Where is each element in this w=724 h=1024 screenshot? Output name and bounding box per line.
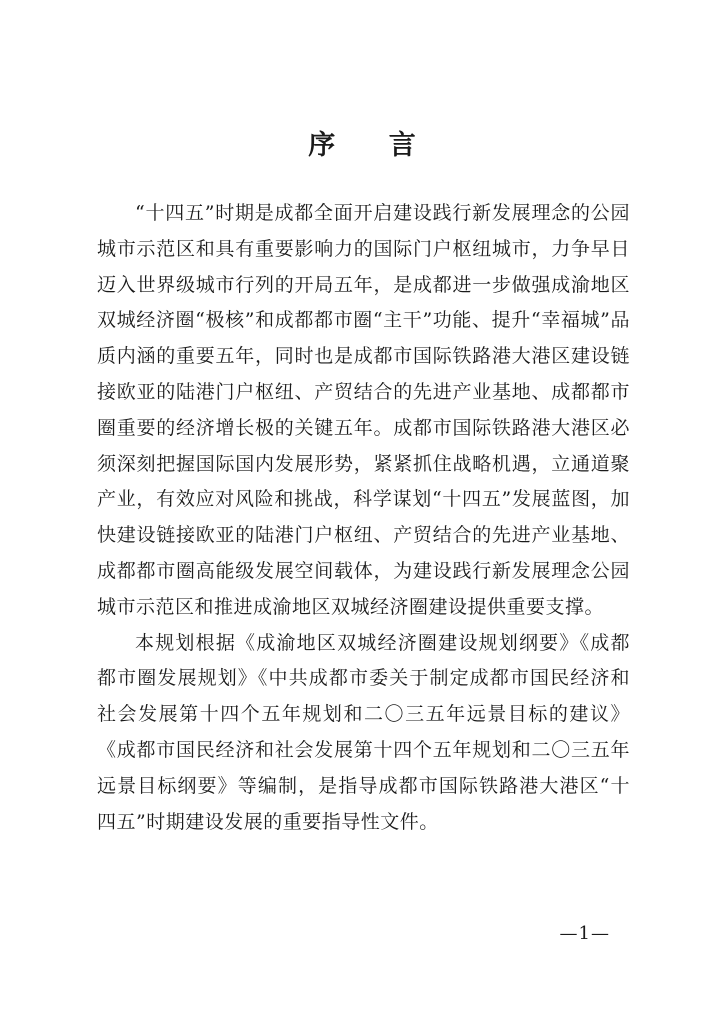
paragraph-1: “十四五”时期是成都全面开启建设践行新发展理念的公园城市示范区和具有重要影响力的国际门户枢纽城市，力争早日迈入世界级城市行列的开局五年，是成都进一步做强成渝地区双城经济圈“极核”和成都都市圈“主干”功能、提升“幸福城”品质内涵的重要五年，同时也是成都市国际铁路港大港区建设链接欧亚的陆港门户枢纽、产贸结合的先进产业基地、成都都市圈重要的经济增长极的关键五年。成都市国际铁路港大港区必须深刻把握国际国内发展形势，紧紧抓住战略机遇，立通道聚产业，有效应对风险和挑战，科学谋划“十四五”发展蓝图，加快建设链接欧亚的陆港门户枢纽、产贸结合的先进产业基地、成都都市圈高能级发展空间载体，为建设践行新发展理念公园城市示范区和推进成渝地区双城经济圈建设提供重要支撑。: [97, 202, 630, 618]
paragraph-2: 本规划根据《成渝地区双城经济圈建设规划纲要》《成都都市圈发展规划》《中共成都市委关于制定成都市国民经济和社会发展第十四个五年规划和二〇三五年远景目标的建议》《成都市国民经济和社会发展第十四个五年规划和二〇三五年远景目标纲要》等编制，是指导成都市国际铁路港大港区“十四五”时期建设发展的重要指导性文件。: [97, 631, 630, 833]
page-number: —1—: [559, 923, 610, 944]
page-title: 序 言: [308, 130, 438, 161]
body-text: [97, 196, 630, 840]
